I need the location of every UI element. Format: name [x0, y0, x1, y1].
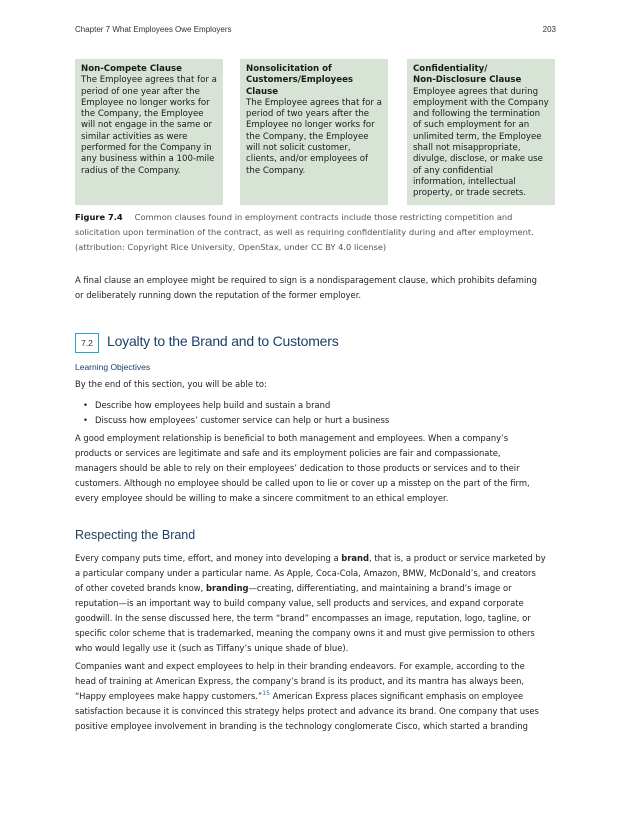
paragraph-good-relationship: [75, 431, 559, 506]
paragraph-line: products or services are legitimate and safe and its employment policies are fair and compassionate,: [75, 448, 501, 458]
list-item: [83, 398, 553, 413]
paragraph-nondisparagement: [75, 273, 559, 303]
box-line: of such employment for an: [413, 120, 530, 131]
box-line: will not engage in the same or: [81, 120, 212, 131]
page-header: [75, 25, 556, 34]
text-run: , that is, a product or service marketed by: [368, 553, 546, 563]
box-line: Employee agrees that during: [413, 86, 539, 97]
box-line: unlimited term, the Employee: [413, 131, 542, 142]
figure-caption: [75, 210, 557, 255]
box-title: Confidentiality/: [413, 64, 488, 74]
section-title: Loyalty to the Brand and to Customers: [107, 333, 339, 349]
box-title: Non-Compete Clause: [81, 64, 182, 74]
list-item-text: Discuss how employees’ customer service can help or hurt a business: [95, 415, 390, 425]
box-line: Employee no longer works for: [81, 97, 210, 108]
box-line: divulge, disclose, or make use: [413, 154, 543, 165]
box-line: and following the termination: [413, 109, 541, 120]
bullet-icon: •: [83, 400, 88, 410]
box-title: Nonsolicitation of: [246, 64, 332, 74]
term-brand: brand: [341, 553, 369, 563]
list-item: [83, 413, 553, 428]
paragraph-line: positive employee involvement in branding is the technology conglomerate Cisco, which started a branding: [75, 721, 528, 731]
paragraph-amex: [75, 659, 559, 734]
paragraph-line: A final clause an employee might be required to sign is a nondisparagement clause, which prohibits defaming: [75, 275, 537, 285]
page-number: 203: [542, 25, 556, 34]
paragraph-line: head of training at American Express, the company’s brand is its product, and its mantra has always been,: [75, 676, 525, 686]
paragraph-line: reputation—is an important way to build company value, sell products and services, and expand corporate: [75, 598, 524, 608]
box-line: performed for the Company in: [81, 143, 212, 154]
box-line: period of one year after the: [81, 86, 200, 97]
caption-line: solicitation upon termination of the contract, as well as requiring confidentiality during and after employment.: [75, 227, 534, 237]
paragraph-brand: [75, 551, 559, 656]
caption-line: Common clauses found in employment contracts include those restricting competition and: [134, 212, 513, 222]
box-line: The Employee agrees that for a: [246, 97, 382, 108]
paragraph-line: A good employment relationship is beneficial to both management and employees. When a company’s: [75, 433, 509, 443]
box-title: Non-Disclosure Clause: [413, 75, 522, 86]
learning-objectives-heading: Learning Objectives: [75, 362, 151, 372]
paragraph-line: [75, 551, 559, 566]
text-run: American Express places significant emphasis on employee: [269, 691, 524, 701]
paragraph-line: managers should be able to rely on their employees’ dedication to those products or services and to their: [75, 463, 520, 473]
paragraph-line: satisfaction because it is convinced this strategy helps protect and advance its brand. One company that uses: [75, 706, 539, 716]
nonsolicitation-clause-box: [240, 59, 388, 205]
box-line: any business within a 100-mile: [81, 154, 215, 165]
paragraph-line: who would legally use it (such as Tiffany’s unique shade of blue).: [75, 643, 349, 653]
bullet-icon: •: [83, 415, 88, 425]
paragraph-line: or deliberately running down the reputation of the former employer.: [75, 290, 362, 300]
paragraph-line: every employee should be willing to make a sincere commitment to an ethical employer.: [75, 493, 449, 503]
paragraph-line: a particular company under a particular name. As Apple, Coca-Cola, Amazon, BMW, McDonald’s, and creators: [75, 568, 536, 578]
box-line: shall not misappropriate,: [413, 143, 521, 154]
paragraph-line: customers. Although no employee should be called upon to lie or cover up a misstep on the part of the firm,: [75, 478, 530, 488]
box-line: radius of the Company.: [81, 165, 181, 176]
text-run: Every company puts time, effort, and money into developing a: [75, 553, 342, 563]
learning-objectives-intro: By the end of this section, you will be able to:: [75, 379, 267, 389]
subsection-title: Respecting the Brand: [75, 528, 196, 542]
paragraph-line: Companies want and expect employees to help in their branding endeavors. For example, according to the: [75, 661, 525, 671]
learning-objectives-list: [83, 398, 553, 428]
box-title: Customers/Employees Clause: [246, 75, 354, 97]
non-compete-clause-box: [75, 59, 223, 205]
box-line: will not solicit customer,: [246, 143, 351, 154]
box-line: The Employee agrees that for a: [81, 75, 217, 86]
paragraph-line: [75, 689, 559, 704]
confidentiality-clause-box: [407, 59, 555, 205]
box-line: the Company.: [246, 165, 306, 176]
box-line: employment with the Company: [413, 97, 549, 108]
chapter-title: Chapter 7 What Employees Owe Employers: [75, 25, 232, 34]
box-line: property, or trade secrets.: [413, 188, 527, 199]
section-number: 7.2: [75, 333, 99, 353]
box-line: period of two years after the: [246, 109, 370, 120]
paragraph-line: [75, 581, 559, 596]
box-line: the Company, the Employee: [246, 131, 369, 142]
list-item-text: Describe how employees help build and sustain a brand: [95, 400, 331, 410]
text-run: —creating, differentiating, and maintaining a brand’s image or: [248, 583, 512, 593]
box-line: similar activities as were: [81, 131, 188, 142]
term-branding: branding: [205, 583, 249, 593]
text-run: of other coveted brands know,: [75, 583, 206, 593]
paragraph-line: specific color scheme that is trademarked, meaning the company owns it and must give permission to others: [75, 628, 535, 638]
box-line: clients, and/or employees of: [246, 154, 369, 165]
paragraph-line: goodwill. In the sense discussed here, the term “brand” encompasses an image, reputation, logo, tagline, or: [75, 613, 531, 623]
text-run: “Happy employees make happy customers.”: [75, 691, 263, 701]
box-line: Employee no longer works for: [246, 120, 375, 131]
box-line: of any confidential: [413, 165, 493, 176]
footnote-link[interactable]: 15: [262, 690, 270, 698]
box-line: information, intellectual: [413, 176, 516, 187]
figure-7-4-clauses: [75, 59, 556, 205]
caption-line: (attribution: Copyright Rice University, OpenStax, under CC BY 4.0 license): [75, 242, 387, 252]
box-line: the Company, the Employee: [81, 109, 204, 120]
figure-label: Figure 7.4: [75, 212, 123, 222]
